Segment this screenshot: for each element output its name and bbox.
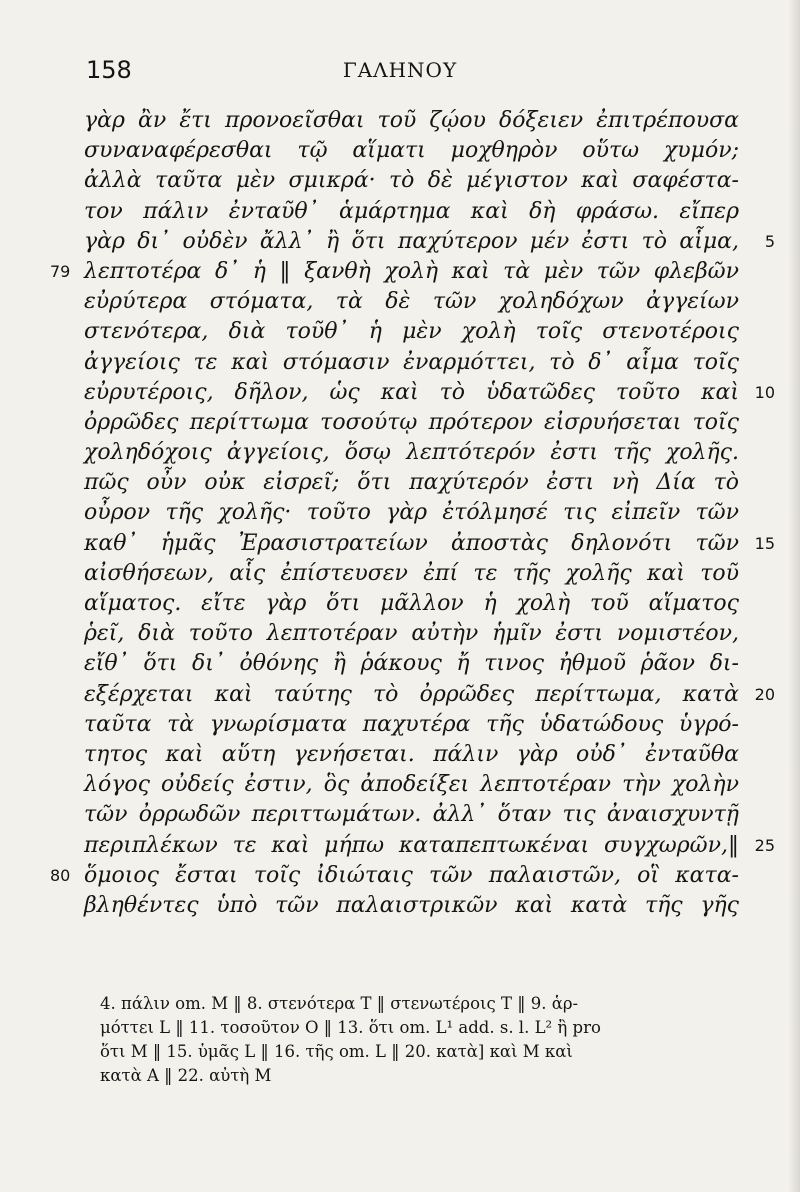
line-text: αἵματος. εἴτε γὰρ ὅτι μᾶλλον ἡ χολὴ τοῦ αἵματος <box>84 591 739 616</box>
text-line <box>84 619 739 649</box>
apparatus-line <box>100 1016 740 1040</box>
line-text: τητος καὶ αὕτη γενήσεται. πάλιν γὰρ οὐδ᾽ ἐνταῦθα <box>84 741 739 767</box>
text-line <box>84 680 775 710</box>
apparatus-text: μόττει L ‖ 11. τοσοῦτον O ‖ 13. ὅτι om. L¹ add. s. l. L² ἢ pro <box>100 1018 601 1037</box>
margin-line-number: 5 <box>764 231 775 251</box>
text-line <box>84 287 739 317</box>
text-line <box>84 106 739 136</box>
text-line <box>84 831 775 861</box>
margin-page-reference: 80 <box>50 865 71 885</box>
line-text: στενότερα, διὰ τοῦθ᾽ ἡ μὲν χολὴ τοῖς στενοτέροις <box>84 319 739 345</box>
text-line <box>84 468 739 498</box>
line-text: βληθέντες ὑπὸ τῶν παλαιστρικῶν καὶ κατὰ τῆς γῆς <box>84 892 739 918</box>
running-head: ΓΑΛΗΝΟΥ <box>342 58 458 82</box>
line-text: εὐρυτέροις, δῆλον, ὡς καὶ τὸ ὑδατῶδες τοῦτο καὶ <box>84 379 739 405</box>
line-text: οὖρον τῆς χολῆς· τοῦτο γὰρ ἐτόλμησέ τις εἰπεῖν τῶν <box>84 500 739 526</box>
line-text: εξέρχεται καὶ ταύτης τὸ ὀρρῶδες περίττωμα, κατὰ <box>84 681 739 707</box>
line-text: ῥεῖ, διὰ τοῦτο λεπτοτέραν αὐτὴν ἡμῖν ἐστι νομιστέον, <box>84 621 739 647</box>
line-text: περιπλέκων τε καὶ μήπω καταπεπτωκέναι συγχωρῶν,‖ <box>84 832 739 858</box>
text-line <box>84 378 775 408</box>
page-header <box>84 52 716 88</box>
line-text: χοληδόχοις ἀγγείοις, ὅσῳ λεπτότερόν ἐστι τῆς χολῆς. <box>84 440 739 466</box>
line-text: τῶν ὀρρωδῶν περιττωμάτων. ἀλλ᾽ ὅταν τις ἀναισχυντῇ <box>84 802 739 828</box>
text-line <box>84 800 739 830</box>
line-text: συναναφέρεσθαι τῷ αἵματι μοχθηρὸν οὕτω χυμόν; <box>84 138 739 164</box>
text-line <box>84 498 739 528</box>
apparatus-text: ὅτι M ‖ 15. ὑμᾶς L ‖ 16. τῆς om. L ‖ 20. κατὰ] καὶ M καὶ <box>100 1042 573 1061</box>
margin-line-number: 25 <box>754 835 775 855</box>
apparatus-text: 4. πάλιν om. M ‖ 8. στενότερα T ‖ στενωτέροις T ‖ 9. ἁρ- <box>100 994 579 1013</box>
text-line <box>84 348 739 378</box>
page-number: 158 <box>86 56 132 84</box>
line-text: καθ᾽ ἡμᾶς Ἐρασιστρατείων ἀποστὰς δηλονότι τῶν <box>84 530 739 556</box>
margin-line-number: 15 <box>754 533 775 553</box>
margin-line-number: 10 <box>754 382 775 402</box>
apparatus-line <box>100 1040 740 1064</box>
line-text: ἀγγείοις τε καὶ στόμασιν ἐναρμόττει, τὸ δ᾽ αἷμα τοῖς <box>84 349 739 375</box>
text-line <box>84 589 739 619</box>
line-text: εὐρύτερα στόματα, τὰ δὲ τῶν χοληδόχων ἀγγείων <box>84 289 739 315</box>
line-text: αἰσθήσεων, αἷς ἐπίστευσεν ἐπί τε τῆς χολῆς καὶ τοῦ <box>84 560 739 586</box>
text-line <box>84 408 739 438</box>
text-line <box>84 770 739 800</box>
text-line <box>84 559 739 589</box>
line-text: ταῦτα τὰ γνωρίσματα παχυτέρα τῆς ὑδατώδους ὑγρό- <box>84 711 739 737</box>
line-text: γὰρ ἂν ἔτι προνοεῖσθαι τοῦ ζῴου δόξειεν ἐπιτρέπουσα <box>84 108 739 133</box>
margin-line-number: 20 <box>754 684 775 704</box>
line-text: ὀρρῶδες περίττωμα τοσούτῳ πρότερον εἰσρυήσεται τοῖς <box>84 409 739 435</box>
line-text: ὅμοιος ἔσται τοῖς ἰδιώταις τῶν παλαιστῶν, οἳ κατα- <box>84 862 739 888</box>
margin-page-reference: 79 <box>50 261 71 281</box>
text-line <box>84 891 739 921</box>
line-text: λόγος οὐδείς ἐστιν, ὃς ἀποδείξει λεπτοτέραν τὴν χολὴν <box>84 772 739 798</box>
critical-apparatus <box>100 992 740 1088</box>
line-text: ἀλλὰ ταῦτα μὲν σμικρά· τὸ δὲ μέγιστον καὶ σαφέστα- <box>84 168 739 194</box>
text-line <box>84 227 775 257</box>
line-text: γὰρ δι᾽ οὐδὲν ἄλλ᾽ ἢ ὅτι παχύτερον μέν ἐστι τὸ αἷμα, <box>84 228 739 254</box>
line-text: εἴθ᾽ ὅτι δι᾽ ὀθόνης ἢ ῥάκους ἤ τινος ἠθμοῦ ῥᾶον δι- <box>84 651 739 677</box>
text-line <box>84 649 739 679</box>
apparatus-line <box>100 1064 740 1088</box>
text-line <box>84 317 739 347</box>
text-line <box>84 740 739 770</box>
apparatus-text: κατὰ A ‖ 22. αὐτὴ M <box>100 1066 272 1085</box>
text-line <box>50 257 739 287</box>
line-text: πῶς οὖν οὐκ εἰσρεῖ; ὅτι παχύτερόν ἐστι νὴ Δία τὸ <box>84 470 739 496</box>
line-text: τον πάλιν ἐνταῦθ᾽ ἁμάρτημα καὶ δὴ φράσω. εἴπερ <box>84 198 739 224</box>
gutter-shadow <box>788 0 800 1192</box>
text-line <box>84 710 739 740</box>
apparatus-line <box>100 992 740 1016</box>
line-text: λεπτοτέρα δ᾽ ἡ ‖ ξανθὴ χολὴ καὶ τὰ μὲν τῶν φλεβῶν <box>84 258 739 284</box>
greek-text-body <box>50 106 775 921</box>
text-line <box>84 136 739 166</box>
text-line <box>84 166 739 196</box>
text-line <box>50 861 739 891</box>
text-line <box>84 438 739 468</box>
text-line <box>84 529 775 559</box>
text-line <box>84 197 739 227</box>
